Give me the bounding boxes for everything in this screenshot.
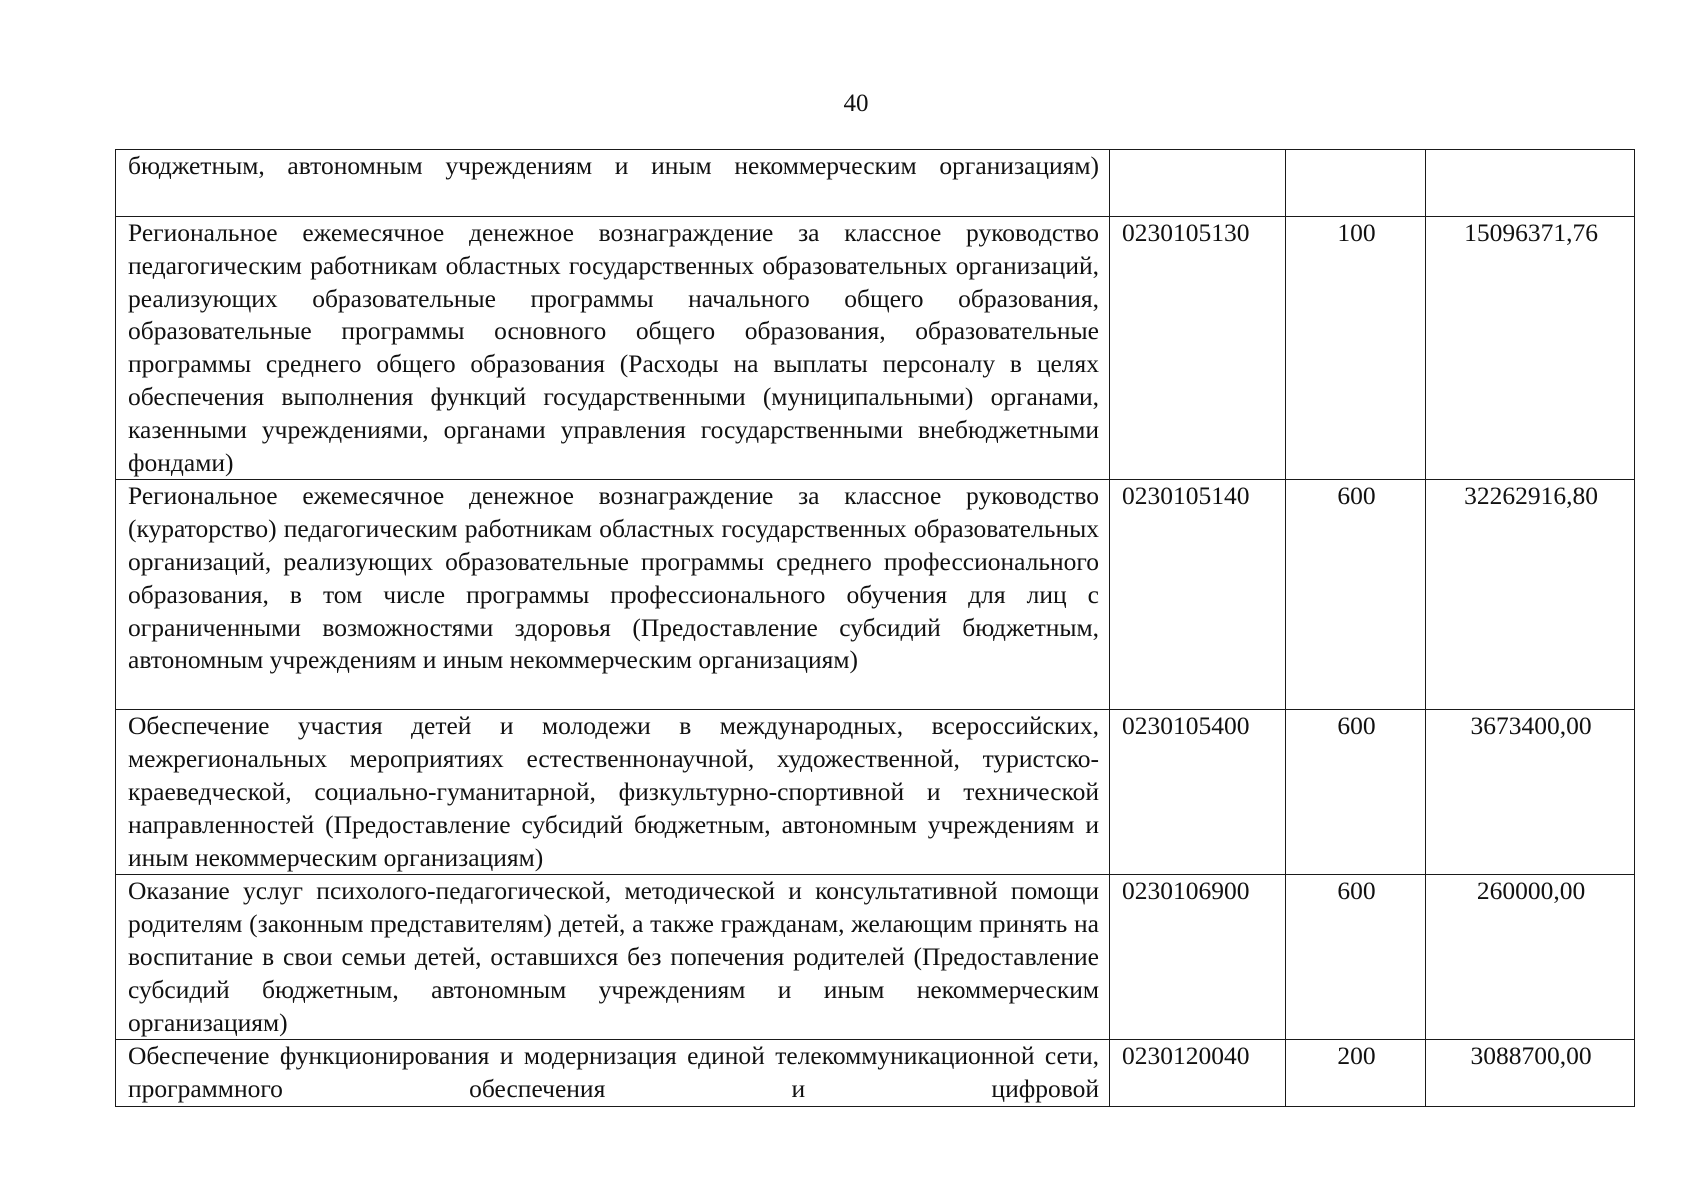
row-description: Обеспечение участия детей и молодежи в международных, всероссийских, межрегиональных мероприятиях естественнонаучной, художественной, туристско-краеведческой, социально-гуманитарной, физкультурно-спортивной и технической направленностей (Предоставление субсидий бюджетным, автономным учреждениям и иным некоммерческим организациям) [116,710,1110,875]
table-row [116,1040,1635,1107]
row-expense-type: 600 [1286,710,1426,875]
table-row [116,875,1635,1040]
table-row [116,710,1635,875]
row-expense-type: 100 [1286,217,1426,480]
row-amount: 3088700,00 [1426,1040,1635,1107]
row-expense-type [1286,150,1426,217]
row-target-code [1110,150,1286,217]
row-amount: 3673400,00 [1426,710,1635,875]
row-expense-type: 600 [1286,480,1426,710]
table-row [116,480,1635,710]
budget-table [115,149,1635,1107]
row-description: Региональное ежемесячное денежное вознаграждение за классное руководство (кураторство) педагогическим работникам областных государственных образовательных организаций, реализующих образовательные программы среднего профессионального образования, в том числе программы профессионального обучения для лиц с ограниченными возможностями здоровья (Предоставление субсидий бюджетным, автономным учреждениям и иным некоммерческим организациям) [116,480,1110,710]
row-expense-type: 600 [1286,875,1426,1040]
row-expense-type: 200 [1286,1040,1426,1107]
row-target-code: 0230105140 [1110,480,1286,710]
row-description: бюджетным, автономным учреждениям и иным некоммерческим организациям) [116,150,1110,217]
row-amount: 260000,00 [1426,875,1635,1040]
page-number: 40 [843,90,869,117]
row-amount: 32262916,80 [1426,480,1635,710]
row-description: Оказание услуг психолого-педагогической, методической и консультативной помощи родителям (законным представителям) детей, а также гражданам, желающим принять на воспитание в свои семьи детей, оставшихся без попечения родителей (Предоставление субсидий бюджетным, автономным учреждениям и иным некоммерческим организациям) [116,875,1110,1040]
row-amount [1426,150,1635,217]
row-target-code: 0230105400 [1110,710,1286,875]
row-target-code: 0230120040 [1110,1040,1286,1107]
row-description: Региональное ежемесячное денежное вознаграждение за классное руководство педагогическим работникам областных государственных образовательных организаций, реализующих образовательные программы начального общего образования, образовательные программы основного общего образования, образовательные программы среднего общего образования (Расходы на выплаты персоналу в целях обеспечения выполнения функций государственными (муниципальными) органами, казенными учреждениями, органами управления государственными внебюджетными фондами) [116,217,1110,480]
row-target-code: 0230106900 [1110,875,1286,1040]
row-amount: 15096371,76 [1426,217,1635,480]
table-row [116,150,1635,217]
row-description: Обеспечение функционирования и модернизация единой телекоммуникационной сети, программного обеспечения и цифровой [116,1040,1110,1107]
table-row [116,217,1635,480]
row-target-code: 0230105130 [1110,217,1286,480]
